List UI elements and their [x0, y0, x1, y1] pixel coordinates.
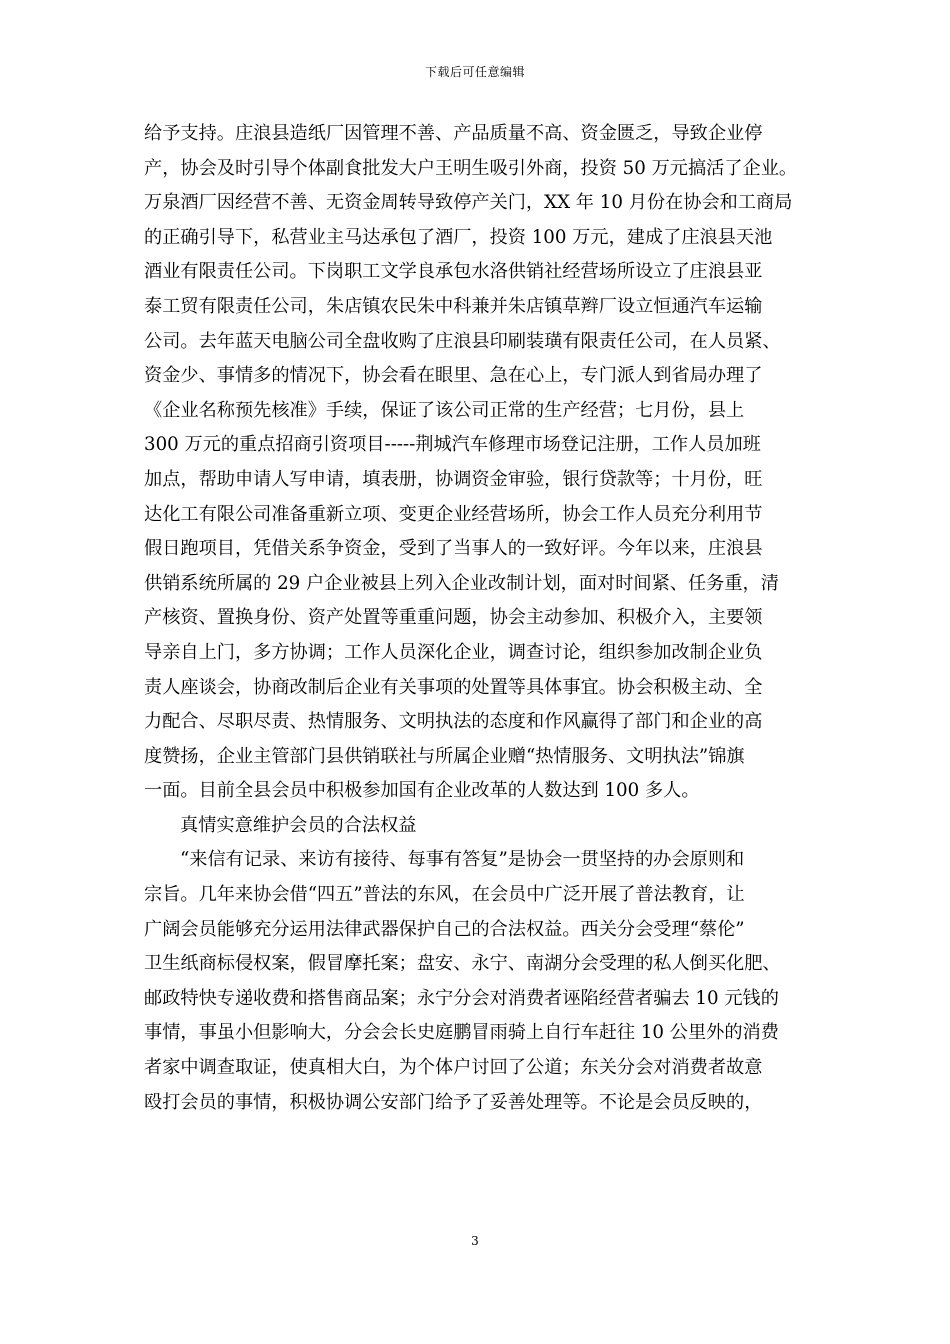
body-text — [144, 117, 804, 1120]
paragraph-line: 一面。目前全县会员中积极参加国有企业改革的人数达到 100 多人。 — [144, 780, 700, 802]
paragraph-line: 者家中调查取证，使真相大白，为个体户讨回了公道；东关分会对消费者故意 — [144, 1057, 763, 1079]
paragraph-line: 产核资、置换身份、资产处置等重重问题，协会主动参加、积极介入，主要领 — [144, 607, 763, 629]
section-heading: 真情实意维护会员的合法权益 — [180, 814, 417, 836]
paragraph-line: 万泉酒厂因经营不善、无资金周转导致停产关门，XX 年 10 月份在协会和工商局 — [144, 192, 793, 214]
paragraph-line: 殴打会员的事情，积极协调公安部门给予了妥善处理等。不论是会员反映的， — [144, 1091, 763, 1113]
paragraph-line: 事情，事虽小但影响大，分会会长史庭鹏冒雨骑上自行车赶往 10 公里外的消费 — [144, 1022, 779, 1044]
paragraph-line: 度赞扬，企业主管部门县供销联社与所属企业赠“热情服务、文明执法”锦旗 — [144, 745, 745, 767]
paragraph-line: 导亲自上门，多方协调；工作人员深化企业，调查讨论，组织参加改制企业负 — [144, 641, 763, 663]
paragraph-line: 资金少、事情多的情况下，协会看在眼里、急在心上，专门派人到省局办理了 — [144, 365, 763, 387]
paragraph-line: 责人座谈会，协商改制后企业有关事项的处置等具体事宜。协会积极主动、全 — [144, 676, 763, 698]
paragraph-line: 的正确引导下，私营业主马达承包了酒厂，投资 100 万元，建成了庄浪县天池 — [144, 226, 773, 248]
paragraph-line: 给予支持。庄浪县造纸厂因管理不善、产品质量不高、资金匮乏，导致企业停 — [144, 123, 763, 144]
paragraph-line: 《企业名称预先核准》手续，保证了该公司正常的生产经营；七月份，县上 — [144, 399, 745, 421]
paragraph-line: 宗旨。几年来协会借“四五”普法的东风，在会员中广泛开展了普法教育，让 — [144, 884, 745, 906]
paragraph-line: 300 万元的重点招商引资项目-----荆城汽车修理市场登记注册，工作人员加班 — [144, 434, 761, 456]
paragraph-line: “来信有记录、来访有接待、每事有答复”是协会一贯坚持的办会原则和 — [180, 849, 745, 871]
paragraph-line: 邮政特快专递收费和搭售商品案；永宁分会对消费者诬陷经营者骗去 10 元钱的 — [144, 987, 779, 1009]
paragraph-line: 供销系统所属的 29 户企业被县上列入企业改制计划，面对时间紧、任务重，清 — [144, 572, 779, 594]
paragraph-line: 达化工有限公司准备重新立项、变更企业经营场所，协会工作人员充分利用节 — [144, 503, 763, 525]
page-header: 下载后可任意编辑 — [424, 65, 525, 79]
page-number: 3 — [471, 1234, 479, 1248]
paragraph-line: 广阔会员能够充分运用法律武器保护自己的合法权益。西关分会受理“蔡伦” — [144, 918, 745, 940]
paragraph-line: 泰工贸有限责任公司，朱店镇农民朱中科兼并朱店镇草辫厂设立恒通汽车运输 — [144, 295, 763, 317]
paragraph-line: 公司。去年蓝天电脑公司全盘收购了庄浪县印刷装璜有限责任公司，在人员紧、 — [144, 330, 781, 352]
paragraph-line: 假日跑项目，凭借关系争资金，受到了当事人的一致好评。今年以来，庄浪县 — [144, 538, 763, 560]
paragraph-line: 卫生纸商标侵权案，假冒摩托案；盘安、永宁、南湖分会受理的私人倒买化肥、 — [144, 953, 781, 975]
paragraph-line: 产，协会及时引导个体副食批发大户王明生吸引外商，投资 50 万元搞活了企业。 — [144, 157, 798, 179]
paragraph-line: 力配合、尽职尽责、热情服务、文明执法的态度和作风赢得了部门和企业的高 — [144, 711, 763, 733]
paragraph-line: 加点，帮助申请人写申请，填表册，协调资金审验，银行贷款等；十月份，旺 — [144, 468, 763, 490]
paragraph-line: 酒业有限责任公司。下岗职工文学良承包水洛供销社经营场所设立了庄浪县亚 — [144, 261, 763, 283]
